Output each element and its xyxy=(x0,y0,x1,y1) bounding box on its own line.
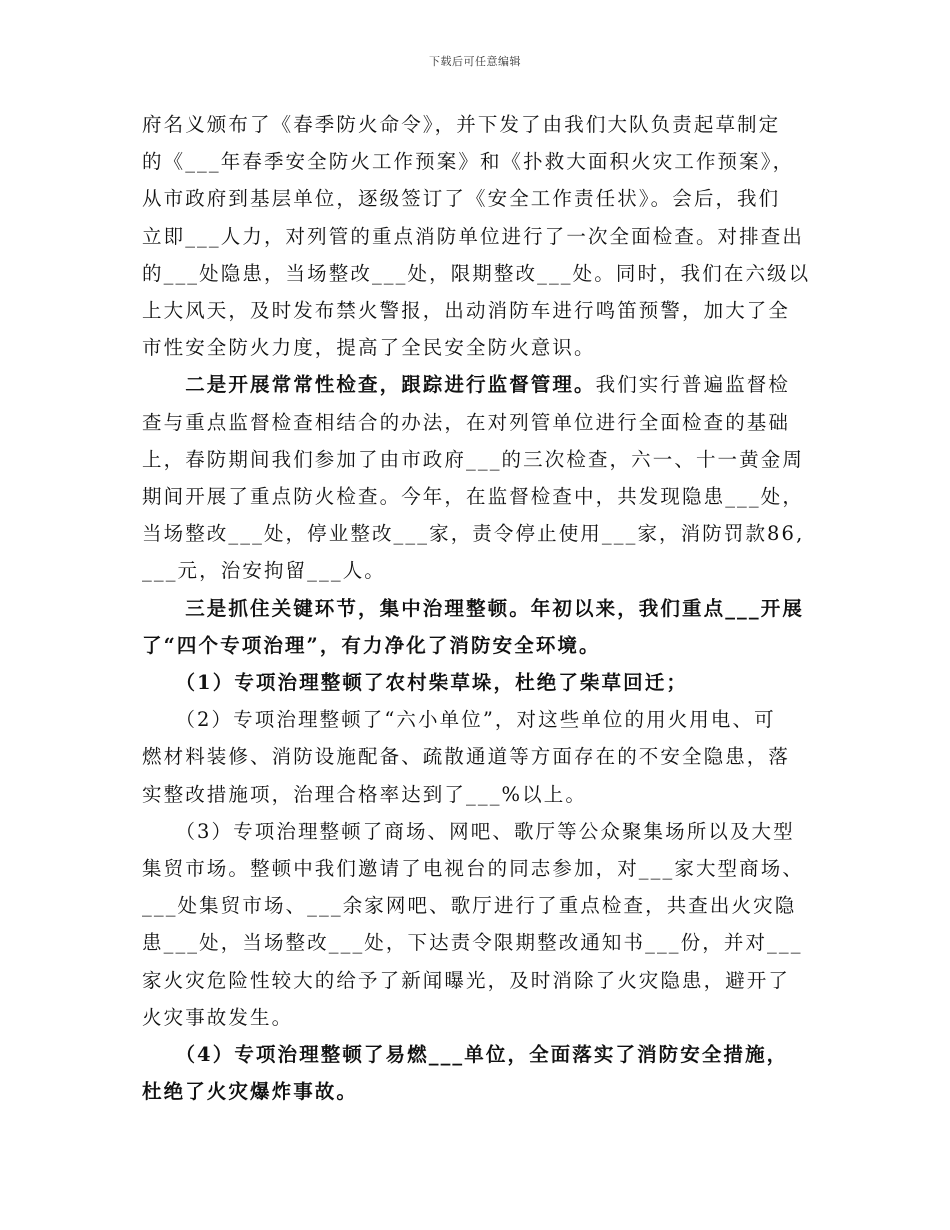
text-line xyxy=(142,366,810,403)
text-line: 当场整改___处，停业整改___家，责令停止使用___家，消防罚款86, xyxy=(142,522,805,546)
text-line: ___元，治安拘留___人。 xyxy=(142,559,386,583)
text-line xyxy=(142,813,810,850)
text-line: 燃材料装修、消防设施配备、疏散通道等方面存在的不安全隐患，落 xyxy=(142,745,791,769)
section-heading-2: 二是开展常常性检查，跟踪进行监督管理。 xyxy=(185,373,596,397)
text-line: 期间开展了重点防火检查。今年，在监督检查中，共发现隐患___处， xyxy=(142,485,804,509)
section-heading-3: 三是抓住关键环节，集中治理整顿。年初以来，我们重点___开展 xyxy=(185,596,804,620)
text-line: ___处集贸市场、___余家网吧、歌厅进行了重点检查，共查出火灾隐 xyxy=(142,894,797,918)
text-line xyxy=(142,701,810,738)
text-line: 上大风天，及时发布禁火警报，出动消防车进行鸣笛预警，加大了全 xyxy=(142,299,791,323)
text-line: 上，春防期间我们参加了由市政府___的三次检查，六一、十一黄金周 xyxy=(142,447,804,471)
text-line: 了“四个专项治理”，有力净化了消防安全环境。 xyxy=(142,633,601,657)
list-item-3: （3）专项治理整顿了商场、网吧、歌厅等公众聚集场所以及大型 xyxy=(185,819,795,843)
text-line: 患___处，当场整改___处，下达责令限期整改通知书___份，并对___ xyxy=(142,931,803,955)
list-item-1: （1）专项治理整顿了农村柴草垛，杜绝了柴草回迁； xyxy=(185,671,688,695)
text-line: 火灾事故发生。 xyxy=(142,1005,294,1029)
list-item-4: （4）专项治理整顿了易燃___单位，全面落实了消防安全措施， xyxy=(185,1043,789,1067)
paragraph-6 xyxy=(142,813,810,1036)
text-line: 的___处隐患，当场整改___处，限期整改___处。同时，我们在六级以 xyxy=(142,261,811,285)
paragraph-1 xyxy=(142,106,810,366)
paragraph-3 xyxy=(142,590,810,664)
paragraph-4 xyxy=(142,664,810,701)
text-line: 集贸市场。整顿中我们邀请了电视台的同志参加，对___家大型商场、 xyxy=(142,857,804,881)
paragraph-2 xyxy=(142,366,810,589)
text-line: 家火灾危险性较大的给予了新闻曝光，及时消除了火灾隐患，避开了 xyxy=(142,968,791,992)
page-header: 下载后可任意编辑 xyxy=(429,55,521,68)
text-line: 的《___年春季安全防火工作预案》和《扑救大面积火灾工作预案》， xyxy=(142,150,795,174)
document-body xyxy=(142,106,810,1110)
text-line: 从市政府到基层单位，逐级签订了《安全工作责任状》。会后，我们 xyxy=(142,187,781,211)
list-item-2: （2）专项治理整顿了“六小单位”，对这些单位的用火用电、可 xyxy=(185,708,776,732)
text-line: 实整改措施项，治理合格率达到了___%以上。 xyxy=(142,782,587,806)
text-line: 立即___人力，对列管的重点消防单位进行了一次全面检查。对排查出 xyxy=(142,224,804,248)
text-line: 市性安全防火力度，提高了全民安全防火意识。 xyxy=(142,336,596,360)
text-line: 杜绝了火灾爆炸事故。 xyxy=(142,1080,359,1104)
paragraph-7 xyxy=(142,1036,810,1110)
paragraph-5 xyxy=(142,701,810,813)
text-line xyxy=(142,664,810,701)
text-run: 我们实行普遍监督检 xyxy=(595,373,791,397)
text-line xyxy=(142,1036,810,1073)
text-line xyxy=(142,590,810,627)
text-line: 府名义颁布了《春季防火命令》，并下发了由我们大队负责起草制定 xyxy=(142,113,781,136)
text-line: 查与重点监督检查相结合的办法，在对列管单位进行全面检查的基础 xyxy=(142,410,791,434)
